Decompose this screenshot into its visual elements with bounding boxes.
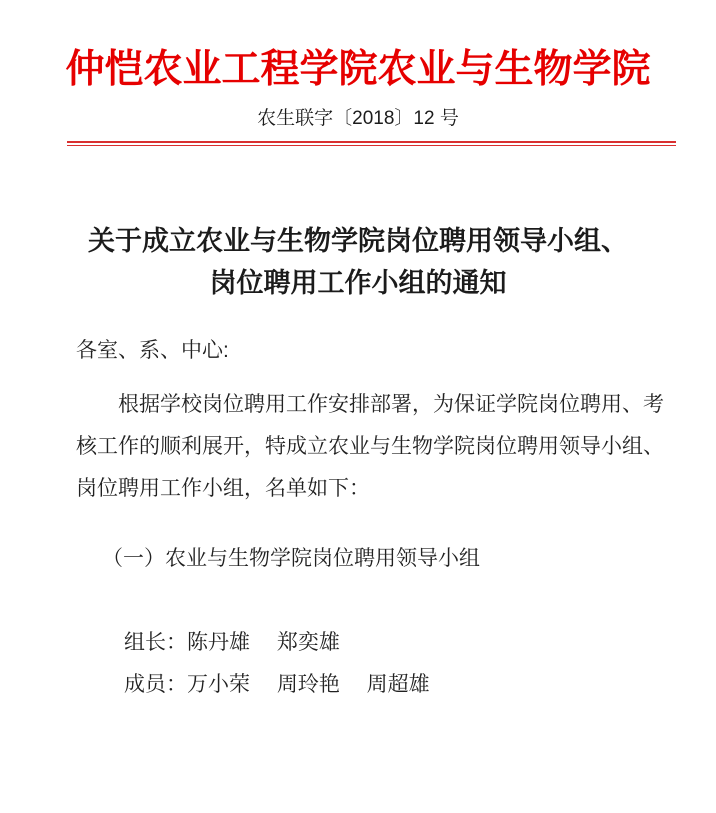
intro-paragraph-line2: 核工作的顺利展开，特成立农业与生物学院岗位聘用领导小组、 <box>76 435 664 458</box>
doc-body <box>0 330 716 706</box>
intro-paragraph <box>76 384 668 510</box>
salutation: 各室、系、中心: <box>76 339 229 362</box>
name-roster <box>124 622 668 706</box>
doc-number: 农生联字〔2018〕12 号 <box>257 108 459 129</box>
red-divider-line <box>67 141 676 146</box>
doc-title <box>0 220 716 304</box>
intro-paragraph-line3: 岗位聘用工作小组，名单如下： <box>76 477 370 500</box>
letterhead <box>0 0 716 146</box>
section-1-heading: （一）农业与生物学院岗位聘用领导小组 <box>102 547 480 570</box>
org-name: 仲恺农业工程学院农业与生物学院 <box>65 48 651 91</box>
member-line: 成员：万小荣 周玲艳 周超雄 <box>124 673 430 696</box>
leader-line: 组长：陈丹雄 郑奕雄 <box>124 631 340 654</box>
intro-paragraph-line1: 根据学校岗位聘用工作安排部署，为保证学院岗位聘用、考 <box>118 393 664 416</box>
doc-title-line2: 岗位聘用工作小组的通知 <box>209 268 507 298</box>
doc-title-line1: 关于成立农业与生物学院岗位聘用领导小组、 <box>88 226 628 256</box>
